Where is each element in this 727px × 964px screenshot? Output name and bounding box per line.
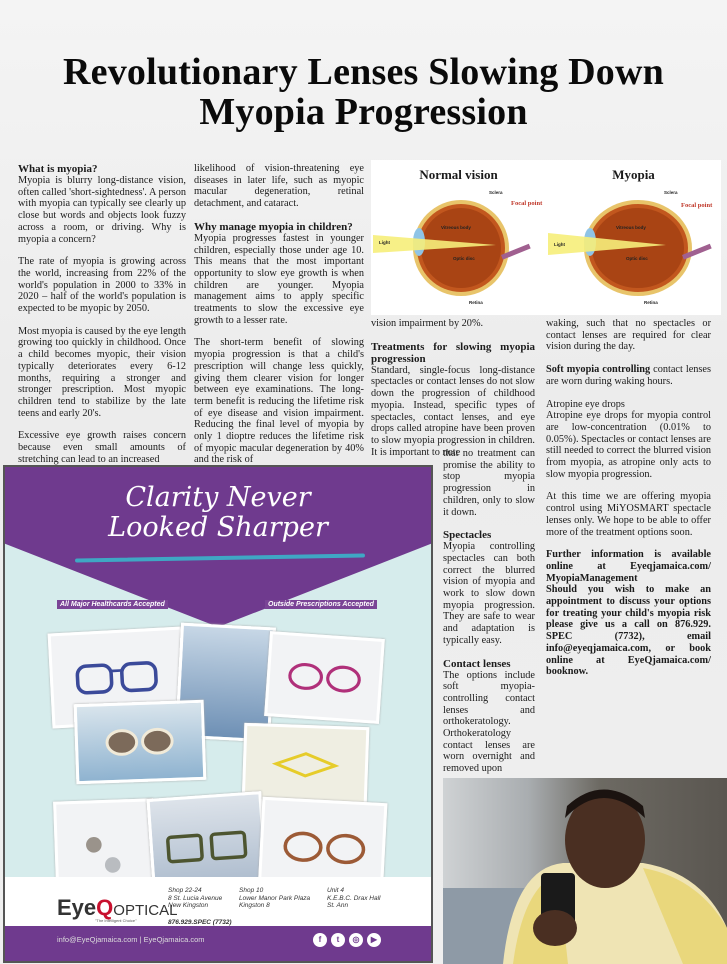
appointment-info: Should you wish to make an appointment to discuss your options for treating your child's myopia risk please give us a call on 876.929. SPEC (7732), email info@eyeqjamaica.com, or book online at EyeQjamaica.com/ booknow.	[546, 584, 711, 678]
eyewear-photo-magenta	[264, 631, 385, 724]
address-line: Lower Manor Park Plaza	[239, 894, 311, 902]
article-column-2	[194, 163, 364, 477]
heading-what-is-myopia: What is myopia?	[18, 163, 98, 175]
photo-man-squinting-at-phone	[443, 778, 727, 964]
glasses-icon	[65, 657, 170, 698]
facebook-icon[interactable]: f	[313, 933, 327, 947]
glasses-icon	[280, 659, 369, 697]
article-column-1	[18, 163, 186, 476]
man-with-phone-illustration	[443, 778, 727, 964]
paragraph: Most myopia is caused by the eye length growing too quickly in childhood. Once a child becomes myopic, their vision typically deteriorates every 6-12 months, requiring a stronger and stronger prescription. Most myopic children tend to stabilize by the late teens and early 20's.	[18, 325, 186, 419]
focal-point-label: Focal point	[681, 202, 713, 209]
heading-contact-lenses: Contact lenses	[443, 657, 511, 670]
address-line: 8 St. Lucia Avenue	[168, 894, 223, 902]
paragraph-soft-lenses	[546, 364, 711, 387]
address-line: Kingston 8	[239, 902, 270, 909]
glasses-icon	[163, 825, 253, 871]
retina-label: Retina	[644, 300, 658, 305]
headline	[0, 52, 727, 132]
light-label: Light	[379, 240, 390, 245]
retina-label: Retina	[469, 300, 483, 305]
heading-spectacles: Spectacles	[443, 529, 492, 542]
store-address-kingston-8	[239, 887, 310, 910]
paragraph: Myopia controlling spectacles can both correct the blurred vision of myopia and work to slow down myopia progression. They are safe to wear and adaptation is typically easy.	[443, 541, 535, 646]
eye-diagram-icon	[546, 160, 721, 315]
paragraph: The options include soft myopia-controlling contact lenses and orthokeratology. Orthokeratology contact lenses are worn overnight and removed upon	[443, 669, 535, 775]
vitreous-label: Vitreous body	[441, 225, 471, 230]
headline-line-1: Revolutionary Lenses Slowing Down	[63, 51, 664, 93]
paragraph: waking, such that no spectacles or contact lenses are required for clear vision during the day.	[546, 318, 711, 353]
eyewear-photo-cream-sunglasses	[74, 700, 207, 784]
store-address-st-ann	[327, 887, 380, 910]
ad-contact-links[interactable]: info@EyeQjamaica.com | EyeQjamaica.com	[57, 935, 205, 944]
heading-atropine: Atropine eye drops	[546, 398, 625, 410]
store-phone: 876.929.SPEC (7732)	[168, 919, 232, 926]
address-line: K.E.B.C. Drax Hall	[327, 894, 381, 902]
badge-healthcards: All Major Healthcards Accepted	[57, 600, 168, 609]
social-links	[313, 933, 381, 947]
headline-line-2: Myopia Progression	[199, 91, 528, 133]
sclera-label: Sclera	[664, 190, 678, 195]
paragraph: Myopia is blurry long-distance vision, often called 'short-sightedness'. A person with myopia can typically see clearly up close but words and objects look fuzzy across a room, or driving. Why is myopia a concern?	[18, 175, 186, 245]
paragraph: The rate of myopia is growing across the world, increasing from 22% of the world's population in 2000 to 33% in 2020 – half of the world's population is expected to be myopic by 2050.	[18, 256, 186, 315]
article-column-4	[546, 318, 711, 678]
article-column-3-top	[371, 318, 535, 469]
store-address-new-kingston	[168, 887, 222, 910]
address-line: St. Ann	[327, 902, 349, 909]
ad-title-line-2: Looked Sharper	[108, 512, 328, 543]
glasses-icon	[274, 827, 371, 868]
paragraph: Myopia progresses fastest in younger children, especially those under age 10. This means that the most important opportunity to slow eye growth is when children are younger. Myopia management aims to apply specific treatments to slow the excessive eye growth to a lesser rate.	[194, 232, 364, 326]
bold-text: Soft myopia controlling	[546, 364, 651, 376]
address-line: New Kingston	[168, 902, 209, 909]
paragraph: vision impairment by 20%.	[371, 318, 484, 329]
address-line: Unit 4	[327, 887, 344, 894]
paragraph: At this time we are offering myopia control using MiYOSMART spectacle lenses only. We hope to be able to offer more of the treatment options soon.	[546, 491, 711, 538]
address-line: Shop 10	[239, 887, 264, 894]
heading-why-manage: Why manage myopia in children?	[194, 220, 353, 233]
address-line: Shop 22-24	[168, 887, 202, 894]
instagram-icon[interactable]: ◎	[349, 933, 363, 947]
paragraph: Atropine eye drops for myopia control are low-concentration (0.01% to 0.05%). Spectacles or contact lenses are still needed to correct the blurred vision from myopia, as atropine only acts to slow myopia progression.	[546, 410, 711, 480]
figure-normal-vision	[371, 160, 546, 315]
optic-disc-label: Optic disc	[626, 256, 648, 261]
sunglasses-icon	[67, 833, 144, 877]
paragraph: The short-term benefit of slowing myopia progression is that a child's prescription will change less quickly, giving them clearer vision for longer between eye examinations. The long-term benefit is reducing the lifetime risk of eye disease and vision impairment. Reducing the final level of myopia by only 1 dioptre reduces the lifetime risk of myopic macular degeneration by 40% and the risk of	[194, 337, 364, 466]
article-column-3-bottom	[443, 448, 535, 786]
eye-diagram-icon	[371, 160, 546, 315]
ad-store-info	[5, 877, 431, 929]
figure-myopia	[546, 160, 721, 315]
figure-title: Normal vision	[419, 167, 498, 182]
text: contact lenses are worn during waking hours.	[546, 364, 711, 387]
logo-optical: OPTICAL	[113, 902, 178, 919]
ad-footer	[5, 926, 431, 961]
sclera-label: Sclera	[489, 190, 503, 195]
paragraph: Excessive eye growth raises concern because even small amounts of stretching can lead to an increased	[18, 430, 186, 465]
focal-point-label: Focal point	[511, 200, 543, 207]
paragraph: Standard, single-focus long-distance spectacles or contact lenses do not slow down the progression of childhood myopia. Instead, specific types of spectacles, contact lenses, and eye drops called atropine have been proven to slow myopia progression in children. It is important to note	[371, 364, 535, 458]
further-info: Further information is available online at Eyeqjamaica.com/ MyopiaManagement	[546, 549, 711, 584]
ad-title	[5, 483, 431, 543]
sunglasses-icon	[90, 725, 190, 758]
logo-q: Q	[96, 895, 114, 920]
paragraph: that no treatment can promise the ability to stop myopia progression in children, only to slow it down.	[443, 448, 535, 518]
eyewear-photo-collage	[5, 630, 431, 890]
twitter-icon[interactable]: t	[331, 933, 345, 947]
logo-tagline: "The Intelligent Choice"	[95, 918, 137, 923]
vitreous-label: Vitreous body	[616, 225, 646, 230]
ad-title-line-1: Clarity Never	[125, 482, 311, 513]
optic-disc-label: Optic disc	[453, 256, 475, 261]
heading-treatments: Treatments for slowing myopia progression	[371, 340, 535, 365]
paragraph: likelihood of vision-threatening eye diseases in later life, such as myopic macular degeneration, retinal detachment, and cataract.	[194, 163, 364, 210]
figure-title: Myopia	[612, 167, 655, 182]
logo-eye: Eye	[57, 895, 97, 920]
eyeq-optical-advertisement	[3, 465, 433, 963]
glasses-icon	[257, 749, 353, 782]
youtube-icon[interactable]: ▶	[367, 933, 381, 947]
light-label: Light	[554, 242, 565, 247]
badge-prescriptions: Outside Prescriptions Accepted	[265, 600, 377, 609]
